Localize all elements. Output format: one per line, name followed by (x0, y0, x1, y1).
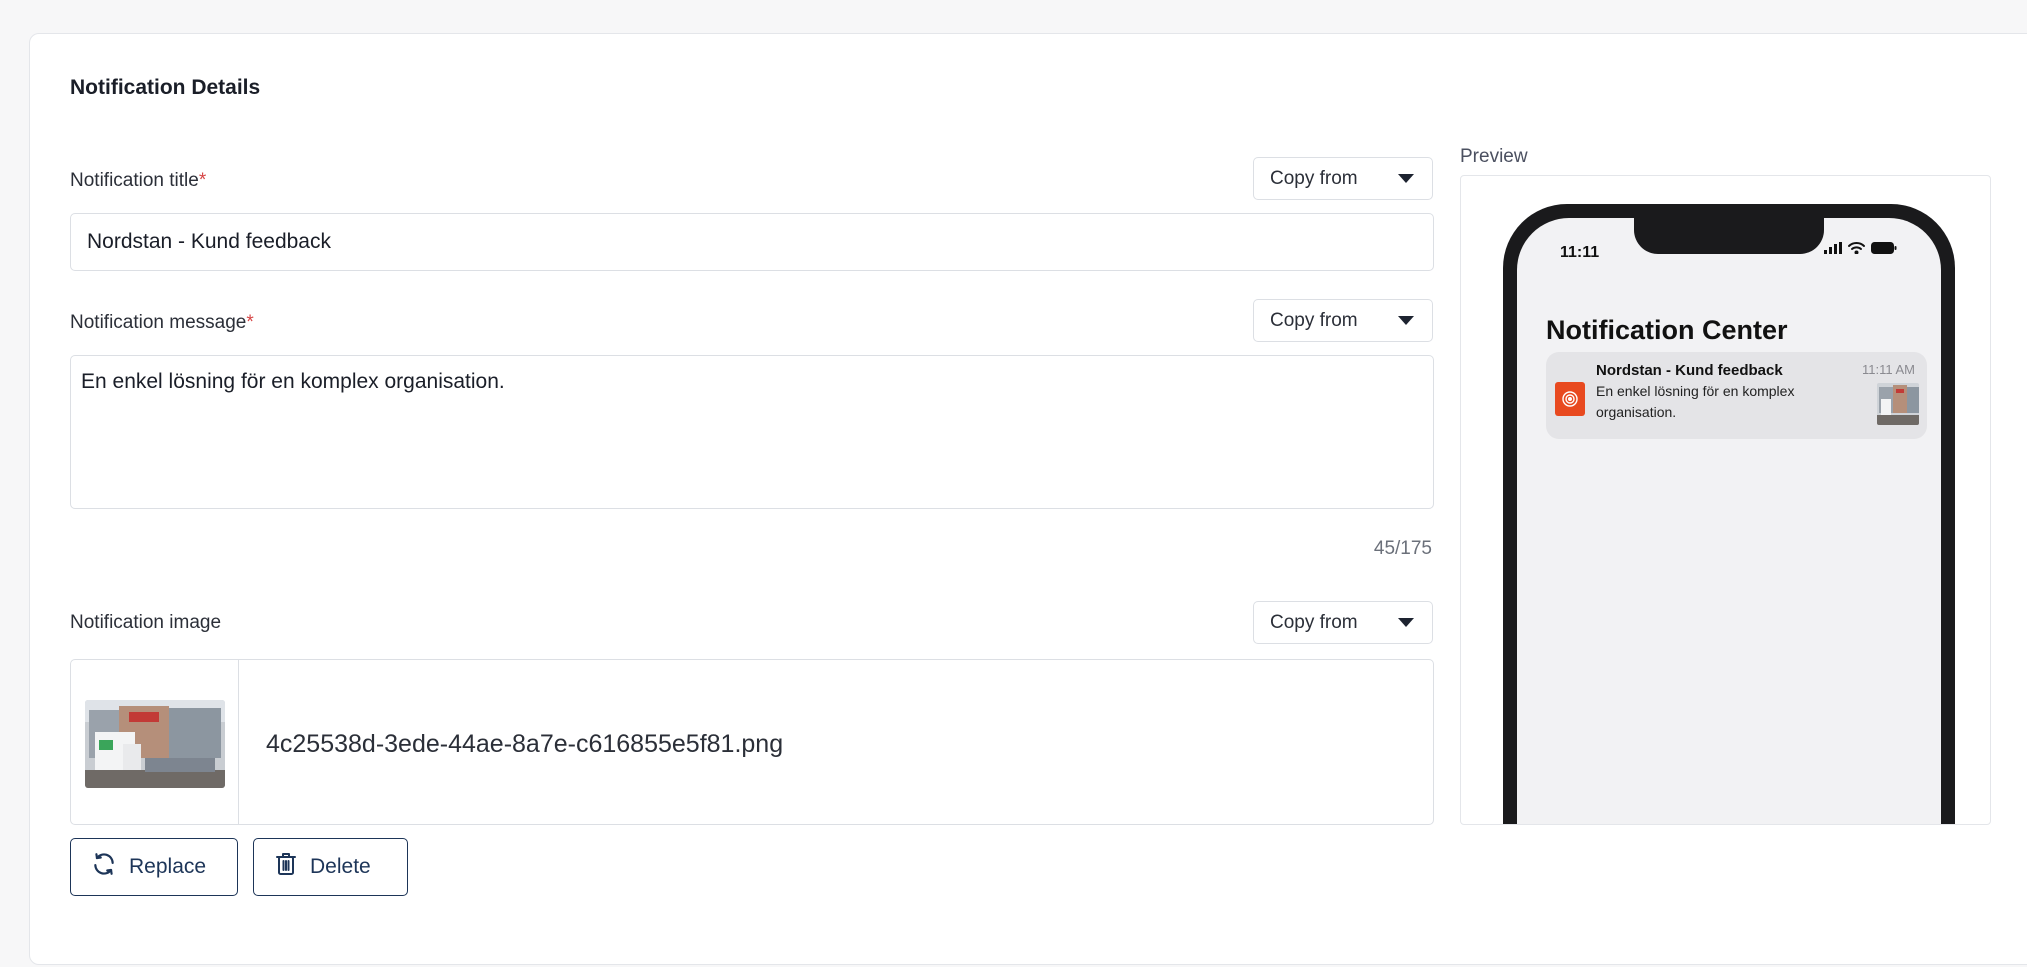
copy-from-label: Copy from (1270, 309, 1358, 331)
notification-preview-title: Nordstan - Kund feedback (1596, 362, 1783, 379)
delete-label: Delete (310, 855, 371, 878)
image-thumbnail (85, 700, 225, 788)
trash-icon (274, 851, 298, 883)
battery-icon (1871, 241, 1897, 259)
phone-time: 11:11 (1560, 244, 1600, 261)
preview-panel (1460, 175, 1991, 825)
preview-label: Preview (1460, 146, 1528, 167)
notification-center-title: Notification Center (1546, 315, 1788, 345)
thumbnail-cell (71, 660, 239, 824)
message-copy-from-dropdown[interactable] (1253, 299, 1433, 342)
image-filename: 4c25538d-3ede-44ae-8a7e-c616855e5f81.png (266, 730, 784, 758)
phone-notch (1634, 218, 1824, 254)
title-label-text: Notification title (70, 170, 199, 191)
required-mark: * (198, 170, 207, 191)
title-copy-from-dropdown[interactable] (1253, 157, 1433, 200)
notification-preview-image (1877, 383, 1919, 425)
notification-preview-message: En enkel lösning för en komplex organisation. (1596, 383, 1795, 420)
signal-icon (1824, 241, 1842, 259)
section-title: Notification Details (70, 76, 261, 99)
refresh-icon (91, 851, 117, 883)
app-logo-icon (1555, 382, 1585, 416)
copy-from-label: Copy from (1270, 611, 1358, 633)
phone-frame (1503, 204, 1955, 825)
character-counter: 45/175 (1373, 538, 1432, 559)
message-textarea[interactable]: En enkel lösning för en komplex organisation. (70, 355, 1434, 509)
title-input[interactable]: Nordstan - Kund feedback (70, 213, 1434, 271)
status-bar-icons (1824, 241, 1897, 259)
chevron-down-icon (1398, 174, 1414, 183)
image-upload-box (70, 659, 1434, 825)
replace-button[interactable] (70, 838, 238, 896)
required-mark: * (246, 312, 254, 333)
phone-screen (1517, 218, 1941, 825)
message-label (70, 312, 254, 334)
notification-preview-card (1546, 352, 1927, 439)
image-label: Notification image (70, 612, 222, 633)
replace-label: Replace (129, 855, 207, 878)
chevron-down-icon (1398, 618, 1414, 627)
delete-button[interactable] (253, 838, 408, 896)
title-label (70, 170, 206, 192)
copy-from-label: Copy from (1270, 167, 1358, 189)
chevron-down-icon (1398, 316, 1414, 325)
message-label-text: Notification message (70, 312, 247, 333)
wifi-icon (1848, 241, 1865, 259)
image-copy-from-dropdown[interactable] (1253, 601, 1433, 644)
notification-preview-time: 11:11 AM (1862, 362, 1915, 377)
